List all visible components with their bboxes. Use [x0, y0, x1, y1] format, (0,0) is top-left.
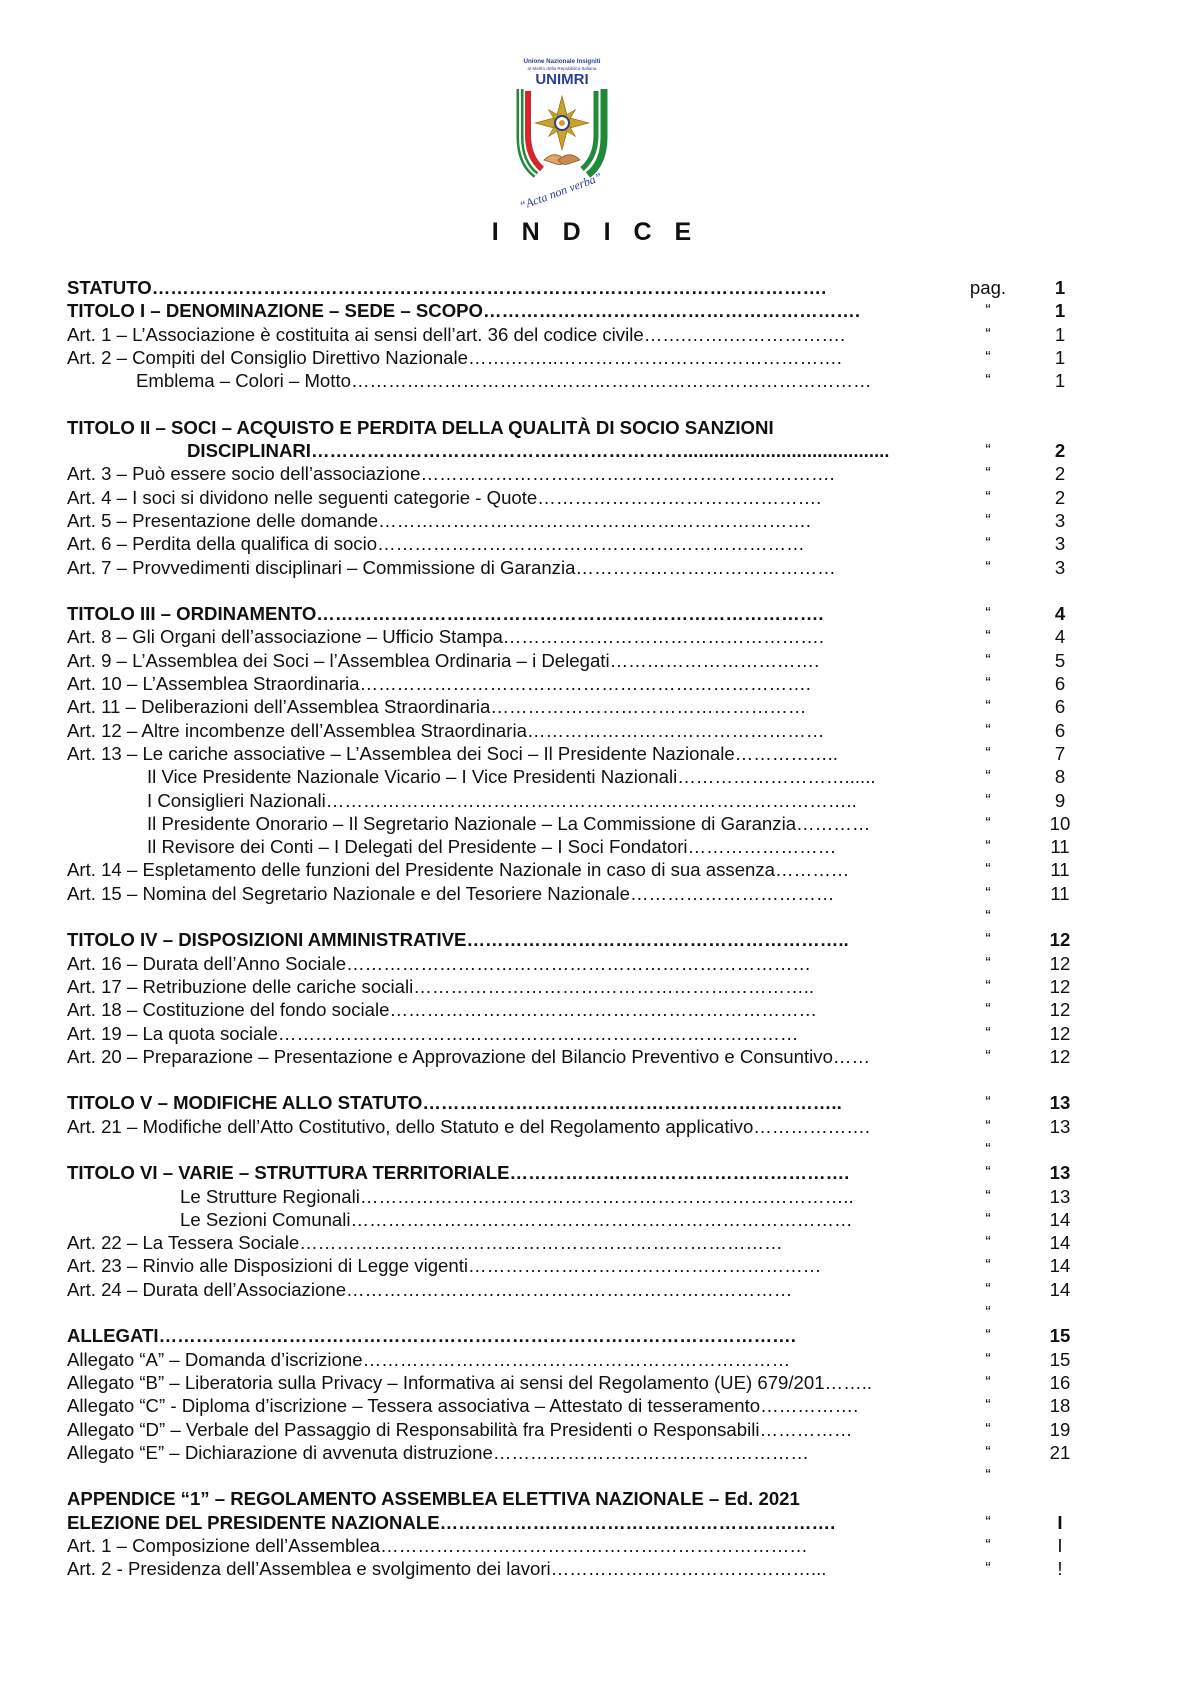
toc-entry-page: 13 — [1049, 1115, 1071, 1137]
toc-entry-label: Art. 11 – Deliberazioni dell’Assemblea Straordinaria…………………………………………… — [67, 696, 807, 718]
toc-entry-page: 2 — [1054, 440, 1066, 462]
toc-entry-mark: “ — [985, 744, 991, 762]
toc-entry — [0, 719, 1191, 742]
toc-entry-mark: “ — [985, 1094, 991, 1112]
toc-entry-label: Allegato “A” – Domanda d’iscrizione…………………………………………………………… — [67, 1348, 791, 1370]
toc-entry-label: Art. 23 – Rinvio alle Disposizioni di Legge vigenti………………………………………………… — [67, 1255, 822, 1277]
toc-entry-label: Art. 16 – Durata dell’Anno Sociale………………………………………………………………… — [67, 952, 811, 974]
toc-entry-mark: pag. — [969, 277, 1007, 298]
toc-entry-label: Art. 17 – Retribuzione delle cariche sociali……………………………………………………….. — [67, 975, 815, 997]
toc-entry-label: Emblema – Colori – Motto………………………………………………………………………… — [136, 370, 872, 392]
toc-entry — [0, 998, 1191, 1021]
toc-entry — [0, 1115, 1191, 1138]
toc-entry — [0, 1418, 1191, 1441]
toc-entry-mark: “ — [985, 768, 991, 786]
toc-entry-mark: “ — [985, 954, 991, 972]
toc-entry-label: Il Presidente Onorario – Il Segretario Nazionale – La Commissione di Garanzia………… — [147, 812, 871, 834]
toc-entry — [0, 858, 1191, 881]
toc-mark-row — [0, 905, 1191, 928]
toc-entry — [0, 1091, 1191, 1114]
toc-entry-label: Art. 7 – Provvedimenti disciplinari – Commissione di Garanzia…………………………………… — [67, 556, 836, 578]
toc-entry — [0, 765, 1191, 788]
toc-entry — [0, 346, 1191, 369]
toc-entry-page: 1 — [1054, 346, 1066, 368]
toc-entry-page: 11 — [1050, 859, 1070, 881]
toc-entry-label: Il Revisore dei Conti – I Delegati del Presidente – I Soci Fondatori…………………… — [147, 836, 837, 858]
toc-entry-label: Art. 21 – Modifiche dell’Atto Costitutivo, dello Statuto e del Regolamento applicativo………………. — [67, 1115, 871, 1137]
toc-entry-page: I — [1057, 1535, 1063, 1557]
toc-entry-label: Allegato “E” – Dichiarazione di avvenuta distruzione…………………………………………… — [67, 1441, 809, 1463]
toc-entry-label: Le Strutture Regionali…………………………………………………………………….. — [180, 1185, 854, 1207]
toc-entry — [0, 1045, 1191, 1068]
toc-entry-label: Il Vice Presidente Nazionale Vicario – I Vice Presidenti Nazionali………………………...... — [147, 766, 876, 788]
toc-entry-label: Art. 20 – Preparazione – Presentazione e Approvazione del Bilancio Preventivo e Consuntivo…… — [67, 1045, 871, 1067]
toc-entry — [0, 439, 1191, 462]
toc-entry — [0, 975, 1191, 998]
toc-entry-mark: “ — [985, 675, 991, 693]
toc-stray-mark: “ — [985, 1467, 991, 1485]
toc-entry-label: Art. 2 - Presidenza dell’Assemblea e svolgimento dei lavori……………………………………... — [67, 1558, 827, 1580]
toc-entry-page: 15 — [1049, 1348, 1071, 1370]
toc-entry-mark: “ — [985, 1350, 991, 1368]
toc-entry-label: Art. 6 – Perdita della qualifica di socio…………………………………………………………… — [67, 533, 805, 555]
toc-spacer — [0, 579, 1191, 602]
toc-entry-label: Allegato “B” – Liberatoria sulla Privacy – Informativa ai sensi del Regolamento (UE) 679/201…….. — [67, 1371, 873, 1393]
toc-entry-mark: “ — [985, 1327, 991, 1345]
toc-entry — [0, 369, 1191, 392]
toc-entry-page: 13 — [1049, 1092, 1071, 1114]
toc-entry-mark: “ — [985, 1024, 991, 1042]
toc-entry-label: Art. 12 – Altre incombenze dell’Assemblea Straordinaria………………………………………… — [67, 719, 825, 741]
toc-entry-page: 15 — [1049, 1325, 1071, 1347]
toc-entry-mark: “ — [985, 977, 991, 995]
toc-entry-label: Allegato “C” - Diploma d’iscrizione – Tessera associativa – Attestato di tesseramento……………. — [67, 1395, 859, 1417]
toc-entry-mark: “ — [985, 511, 991, 529]
toc-entry-mark: “ — [985, 1187, 991, 1205]
toc-entry — [0, 789, 1191, 812]
toc-entry — [0, 1511, 1191, 1534]
toc-entry-page: 7 — [1054, 742, 1066, 764]
toc-entry-mark: “ — [985, 558, 991, 576]
toc-entry-label: DISCIPLINARI……………………………………………………........................................ — [187, 440, 890, 462]
toc-entry — [0, 1324, 1191, 1347]
toc-entry-mark: “ — [985, 1047, 991, 1065]
toc-entry-page: 10 — [1049, 812, 1071, 834]
toc-mark-row — [0, 1464, 1191, 1487]
toc-entry-label: Art. 1 – Composizione dell’Assemblea…………………………………………………………… — [67, 1535, 808, 1557]
toc-entry-mark: “ — [985, 814, 991, 832]
toc-entry-mark: “ — [985, 931, 991, 949]
toc-entry-page: 19 — [1049, 1418, 1071, 1440]
toc-entry-page: 12 — [1049, 999, 1071, 1021]
toc-entry-label: ELEZIONE DEL PRESIDENTE NAZIONALE………………………………………………………. — [67, 1511, 836, 1533]
toc-entry — [0, 556, 1191, 579]
toc-entry — [0, 928, 1191, 951]
toc-entry-mark: “ — [985, 721, 991, 739]
toc-entry — [0, 649, 1191, 672]
toc-entry-label: I Consiglieri Nazionali………………………………………………………………………….. — [147, 789, 857, 811]
toc-entry — [0, 532, 1191, 555]
toc-entry-mark: “ — [985, 605, 991, 623]
toc-entry-page: 12 — [1049, 929, 1071, 951]
toc-entry-label: Art. 24 – Durata dell’Associazione……………………………………………………………… — [67, 1278, 793, 1300]
toc-entry — [0, 742, 1191, 765]
toc-entry — [0, 1441, 1191, 1464]
toc-entry-page: I — [1057, 1511, 1063, 1533]
toc-entry — [0, 695, 1191, 718]
toc-entry-label: Art. 19 – La quota sociale………………………………………………………………………… — [67, 1022, 799, 1044]
toc-entry-label: STATUTO………………………………………………………………………………………………. — [67, 277, 827, 298]
toc-spacer — [0, 392, 1191, 415]
toc-entry — [0, 952, 1191, 975]
toc-entry-label: Art. 22 – La Tessera Sociale…………………………………………………………………… — [67, 1232, 783, 1254]
toc-entry-page: 4 — [1054, 626, 1066, 648]
toc-entry-mark: “ — [985, 348, 991, 366]
toc-entry-label: Art. 5 – Presentazione delle domande……………………………………………………………. — [67, 509, 811, 531]
logo-org-line-1: Unione Nazionale Insigniti — [523, 58, 601, 65]
toc-entry-page: 2 — [1054, 486, 1066, 508]
toc-entry-page: 12 — [1049, 952, 1071, 974]
toc-entry — [0, 1487, 1191, 1510]
toc-entry-page: 6 — [1054, 719, 1066, 741]
toc-entry-page: 14 — [1049, 1278, 1071, 1300]
toc-entry-page: 16 — [1049, 1371, 1071, 1393]
toc-entry-label: Art. 18 – Costituzione del fondo sociale…………………………………………………………… — [67, 999, 818, 1021]
toc-entry-page: 3 — [1054, 533, 1066, 555]
toc-entry — [0, 299, 1191, 322]
toc-entry-page: 3 — [1054, 509, 1066, 531]
toc-entry-mark: “ — [985, 302, 991, 320]
toc-entry-page: 14 — [1049, 1255, 1071, 1277]
toc-entry — [0, 509, 1191, 532]
toc-entry-page: 11 — [1050, 836, 1070, 858]
toc-entry — [0, 812, 1191, 835]
toc-entry-mark: “ — [985, 1234, 991, 1252]
toc-entry-page: 5 — [1054, 649, 1066, 671]
toc-entry-page: 1 — [1054, 277, 1066, 298]
toc-entry — [0, 625, 1191, 648]
unimri-emblem-icon — [512, 55, 612, 215]
toc-entry-page: 12 — [1049, 1022, 1071, 1044]
toc-entry-page: 12 — [1049, 975, 1071, 997]
toc-entry-label: TITOLO III – ORDINAMENTO………………………………………………………………………. — [67, 603, 824, 625]
toc-entry — [0, 1161, 1191, 1184]
toc-entry — [0, 882, 1191, 905]
toc-entry-label: Art. 3 – Può essere socio dell’associazione…………………………………………………………. — [67, 463, 835, 485]
toc-stray-mark: “ — [985, 1304, 991, 1322]
toc-entry — [0, 1022, 1191, 1045]
toc-entry-page: 9 — [1054, 789, 1066, 811]
toc-entry-label: Art. 10 – L’Assemblea Straordinaria………………………………………………………………. — [67, 673, 811, 695]
toc-entry — [0, 1231, 1191, 1254]
toc-spacer — [0, 1068, 1191, 1091]
toc-entry-mark: “ — [985, 1210, 991, 1228]
toc-entry — [0, 323, 1191, 346]
toc-entry — [0, 1534, 1191, 1557]
toc-entry-mark: “ — [985, 372, 991, 390]
toc-entry-page: 2 — [1054, 463, 1066, 485]
toc-entry-page: 1 — [1054, 323, 1066, 345]
toc-entry — [0, 672, 1191, 695]
toc-entry-mark: “ — [985, 1513, 991, 1531]
toc-entry-label: Art. 2 – Compiti del Consiglio Direttivo Nazionale…….……..………………………………………. — [67, 346, 842, 368]
toc-entry-page: 21 — [1049, 1441, 1071, 1463]
toc-entry-mark: “ — [985, 465, 991, 483]
toc-entry — [0, 416, 1191, 439]
toc-entry-mark: “ — [985, 1537, 991, 1555]
toc-entry — [0, 276, 1191, 299]
toc-entry-label: TITOLO VI – VARIE – STRUTTURA TERRITORIALE………………………………………………. — [67, 1162, 850, 1184]
toc-entry-page: ! — [1057, 1558, 1063, 1580]
toc-entry — [0, 1557, 1191, 1580]
logo-motto: “Acta non verba” — [517, 169, 604, 213]
unimri-logo — [512, 55, 612, 215]
toc-entry — [0, 1208, 1191, 1231]
toc-entry-mark: “ — [985, 1280, 991, 1298]
toc-entry-mark: “ — [985, 628, 991, 646]
toc-entry — [0, 462, 1191, 485]
toc-entry-label: Le Sezioni Comunali……………………………………………………………………… — [180, 1208, 853, 1230]
toc-entry-mark: “ — [985, 1560, 991, 1578]
toc-entry-mark: “ — [985, 884, 991, 902]
toc-entry-page: 14 — [1049, 1232, 1071, 1254]
toc-entry-mark: “ — [985, 1420, 991, 1438]
toc-entry-page: 12 — [1049, 1045, 1071, 1067]
toc-entry-mark: “ — [985, 698, 991, 716]
toc-entry-label: TITOLO II – SOCI – ACQUISTO E PERDITA DELLA QUALITÀ DI SOCIO SANZIONI — [67, 416, 774, 438]
toc-entry-label: Art. 1 – L’Associazione è costituita ai sensi dell’art. 36 del codice civile…….…….………………. — [67, 323, 846, 345]
toc-entry-mark: “ — [985, 325, 991, 343]
toc-entry-page: 11 — [1050, 882, 1070, 904]
toc-entry-mark: “ — [985, 838, 991, 856]
toc-entry-label: Art. 8 – Gli Organi dell’associazione – Ufficio Stampa……………………………………………. — [67, 626, 825, 648]
toc-entry-mark: “ — [985, 1443, 991, 1461]
toc-entry-label: Art. 13 – Le cariche associative – L’Assemblea dei Soci – Il Presidente Nazionale…………….. — [67, 742, 838, 764]
toc-entry-mark: “ — [985, 442, 991, 460]
toc-entry — [0, 835, 1191, 858]
toc-entry-mark: “ — [985, 1117, 991, 1135]
toc-stray-mark: “ — [985, 908, 991, 926]
toc-entry — [0, 1371, 1191, 1394]
toc-entry-mark: “ — [985, 651, 991, 669]
toc-entry-page: 3 — [1054, 556, 1066, 578]
toc-entry — [0, 1348, 1191, 1371]
toc-entry-mark: “ — [985, 1001, 991, 1019]
toc-entry-mark: “ — [985, 1397, 991, 1415]
toc-entry-page: 18 — [1049, 1395, 1071, 1417]
toc-entry-mark: “ — [985, 1257, 991, 1275]
logo-org-line-2: al Merito della Repubblica Italiana — [527, 66, 597, 71]
toc-mark-row — [0, 1138, 1191, 1161]
toc-entry-page: 8 — [1054, 766, 1066, 788]
logo-acronym: UNIMRI — [535, 71, 589, 88]
toc-entry-mark: “ — [985, 1373, 991, 1391]
toc-mark-row — [0, 1301, 1191, 1324]
toc-entry-label: TITOLO IV – DISPOSIZIONI AMMINISTRATIVE…………………………………………………….. — [67, 929, 849, 951]
toc-entry — [0, 602, 1191, 625]
toc-entry-page: 6 — [1054, 673, 1066, 695]
toc-entry — [0, 486, 1191, 509]
toc-entry-page: 6 — [1054, 696, 1066, 718]
toc-entry — [0, 1394, 1191, 1417]
toc-entry-mark: “ — [985, 791, 991, 809]
toc-entry — [0, 1254, 1191, 1277]
toc-entry-page: 14 — [1049, 1208, 1071, 1230]
toc-entry-label: Art. 4 – I soci si dividono nelle seguenti categorie - Quote………………………………………. — [67, 486, 822, 508]
toc-entry-label: TITOLO V – MODIFICHE ALLO STATUTO………………………………………………………….. — [67, 1092, 842, 1114]
toc-entry-label: Art. 9 – L’Assemblea dei Soci – l’Assemblea Ordinaria – i Delegati……………………………. — [67, 649, 820, 671]
toc-entry-label: TITOLO I – DENOMINAZIONE – SEDE – SCOPO……………………………………………………. — [67, 300, 861, 322]
table-of-contents — [0, 276, 1191, 1581]
toc-entry-page: 4 — [1054, 603, 1066, 625]
toc-entry-mark: “ — [985, 1164, 991, 1182]
toc-entry-label: APPENDICE “1” – REGOLAMENTO ASSEMBLEA ELETTIVA NAZIONALE – Ed. 2021 — [67, 1488, 800, 1510]
toc-entry-page: 13 — [1049, 1162, 1071, 1184]
toc-entry-label: Allegato “D” – Verbale del Passaggio di Responsabilità fra Presidenti o Responsabili…………… — [67, 1418, 853, 1440]
toc-entry-label: Art. 14 – Espletamento delle funzioni del Presidente Nazionale in caso di sua assenza………… — [67, 859, 850, 881]
toc-stray-mark: “ — [985, 1140, 991, 1158]
toc-entry-page: 1 — [1054, 370, 1066, 392]
toc-entry — [0, 1278, 1191, 1301]
toc-entry-mark: “ — [985, 535, 991, 553]
toc-entry-page: 1 — [1054, 300, 1066, 322]
toc-entry — [0, 1185, 1191, 1208]
toc-entry-label: ALLEGATI…………………………………………………………………………………………. — [67, 1325, 796, 1347]
toc-entry-label: Art. 15 – Nomina del Segretario Nazionale e del Tesoriere Nazionale…………………………… — [67, 882, 835, 904]
index-heading: I N D I C E — [491, 218, 700, 246]
toc-entry-page: 13 — [1049, 1185, 1071, 1207]
toc-entry-mark: “ — [985, 488, 991, 506]
toc-entry-mark: “ — [985, 861, 991, 879]
